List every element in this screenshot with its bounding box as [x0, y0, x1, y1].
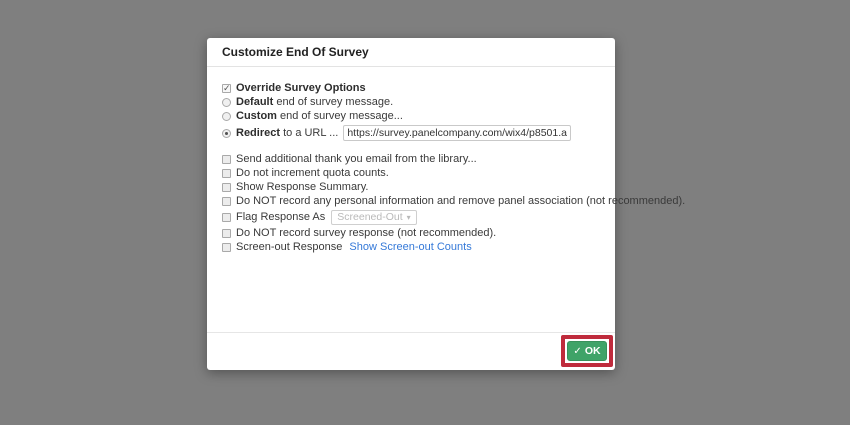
- flag-response-dropdown[interactable]: [331, 210, 416, 225]
- screen-out-label: Screen-out Response: [236, 241, 343, 253]
- flag-response-checkbox[interactable]: [222, 213, 231, 222]
- override-label: Override Survey Options: [236, 82, 366, 94]
- option-show-response-summary[interactable]: [222, 182, 600, 193]
- no-personal-info-label: Do NOT record any personal information and remove panel association (not recommended).: [236, 195, 686, 207]
- default-radio[interactable]: [222, 98, 231, 107]
- check-icon: ✓: [223, 83, 231, 93]
- no-quota-label: Do not increment quota counts.: [236, 167, 389, 179]
- override-checkbox[interactable]: [222, 84, 231, 93]
- no-record-response-label: Do NOT record survey response (not recommended).: [236, 227, 497, 239]
- option-redirect-url[interactable]: [222, 125, 600, 141]
- custom-label-bold: Custom: [236, 110, 277, 122]
- redirect-label-bold: Redirect: [236, 126, 281, 139]
- secondary-options-group: [222, 153, 686, 253]
- check-icon: ✓: [573, 345, 582, 357]
- dialog-title: Customize End Of Survey: [222, 45, 369, 59]
- annotation-highlight-box: [561, 335, 613, 367]
- no-record-response-checkbox[interactable]: [222, 229, 231, 238]
- option-no-personal-info[interactable]: [222, 195, 686, 207]
- flag-response-label: Flag Response As: [236, 211, 326, 223]
- dialog-header: [207, 38, 615, 67]
- response-summary-label: Show Response Summary.: [236, 181, 369, 193]
- dialog-footer: [207, 332, 615, 370]
- no-quota-checkbox[interactable]: [222, 169, 231, 178]
- ok-button-label: OK: [584, 345, 601, 357]
- option-screen-out-response[interactable]: [222, 242, 600, 253]
- flag-response-dropdown-value: Screened-Out: [337, 211, 403, 223]
- thank-you-email-checkbox[interactable]: [222, 155, 231, 164]
- option-override-survey-options[interactable]: [222, 83, 600, 94]
- custom-radio[interactable]: [222, 112, 231, 121]
- ok-button[interactable]: [567, 341, 607, 361]
- redirect-label-rest: to a URL ...: [280, 126, 339, 139]
- default-label-bold: Default: [236, 96, 274, 108]
- screen-out-checkbox[interactable]: [222, 243, 231, 252]
- redirect-url-input[interactable]: [343, 125, 571, 141]
- thank-you-email-label: Send additional thank you email from the library...: [236, 153, 477, 165]
- option-no-record-response[interactable]: [222, 228, 600, 239]
- chevron-down-icon: ▾: [406, 213, 411, 222]
- customize-end-of-survey-dialog: [207, 38, 686, 370]
- option-flag-response-as[interactable]: [222, 210, 600, 225]
- option-send-thank-you-email[interactable]: [222, 154, 600, 165]
- redirect-radio[interactable]: [222, 129, 231, 138]
- show-screen-out-counts-link[interactable]: Show Screen-out Counts: [349, 241, 472, 253]
- default-label-rest: end of survey message.: [273, 96, 394, 108]
- option-default-message[interactable]: [222, 97, 600, 108]
- option-custom-message[interactable]: [222, 111, 600, 122]
- response-summary-checkbox[interactable]: [222, 183, 231, 192]
- custom-label-rest: end of survey message...: [276, 110, 403, 122]
- no-personal-info-checkbox[interactable]: [222, 197, 231, 206]
- option-no-quota-increment[interactable]: [222, 168, 600, 179]
- dialog-content: [207, 67, 686, 253]
